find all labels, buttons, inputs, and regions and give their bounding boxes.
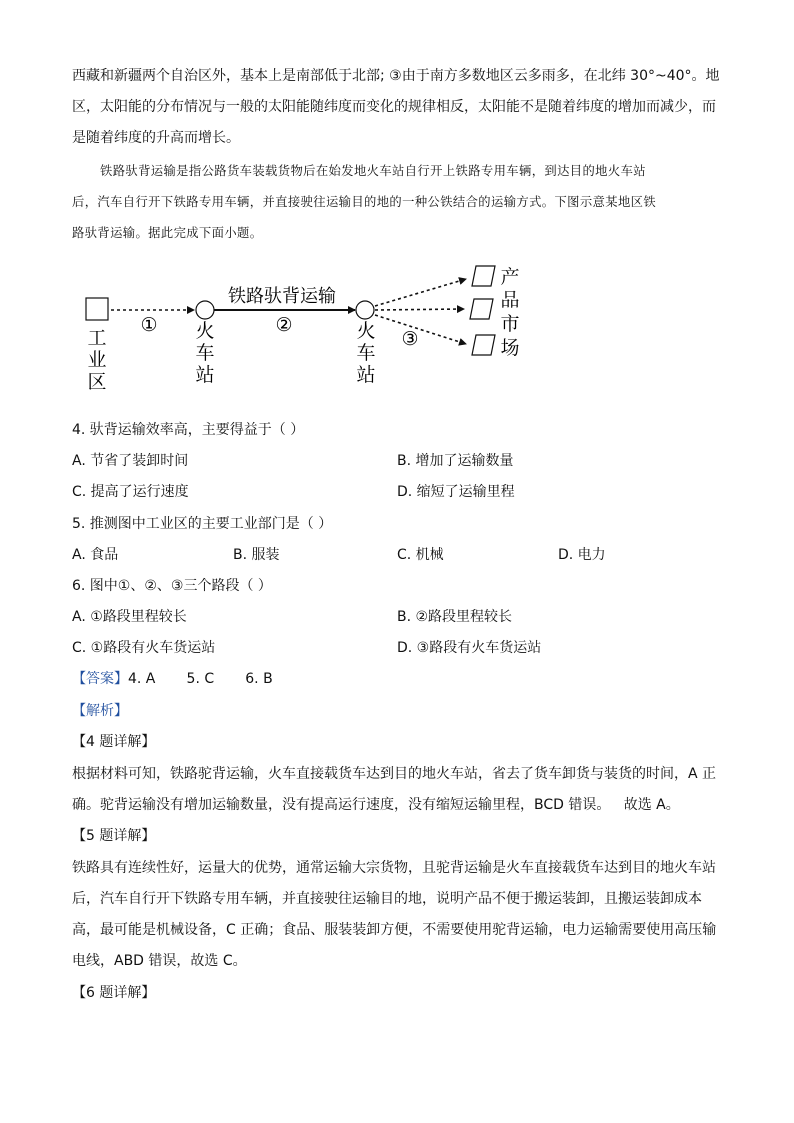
question-6-option-b: B. ②路段里程较长: [397, 609, 513, 625]
intro-line-2: 区，太阳能的分布情况与一般的太阳能随纬度而变化的规律相反，太阳能不是随着纬度的增加而减少，而: [72, 99, 716, 115]
detail-5-line-1: 铁路具有连续性好，运量大的优势，通常运输大宗货物，且驼背运输是火车直接载货车达到目的地火车站: [72, 860, 716, 876]
segment-3-arrow-upper: [375, 279, 466, 306]
rail-piggyback-diagram: [0, 255, 794, 405]
question-4-option-a: A. 节省了装卸时间: [72, 453, 189, 469]
market-box-upper: [472, 266, 495, 286]
passage-line-1: 铁路驮背运输是指公路货车装载货物后在始发地火车站自行开上铁路专用车辆，到达目的地火车站: [100, 164, 646, 178]
station-2-char-2: 车: [356, 342, 376, 364]
answer-line: [72, 669, 273, 689]
station-2-char-3: 站: [356, 364, 376, 386]
market-char-1: 产: [500, 266, 520, 288]
detail-5-line-2: 后，汽车自行开下铁路专用车辆，并直接驶往运输目的地，说明产品不便于搬运装卸，且搬运装卸成本: [72, 891, 702, 907]
detail-4-tag: 【4 题详解】: [72, 734, 156, 750]
question-5-option-a: A. 食品: [72, 547, 119, 563]
station-2-circle: [356, 301, 374, 319]
question-6-option-a: A. ①路段里程较长: [72, 609, 187, 625]
segment-3-arrow-middle: [375, 309, 464, 310]
industrial-zone-char-3: 区: [87, 371, 107, 393]
answer-text: 4. A 5. C 6. B: [128, 671, 273, 687]
intro-line-1: 西藏和新疆两个自治区外，基本上是南部低于北部; ③由于南方多数地区云多雨多，在北纬 30°~40°。地: [72, 68, 720, 84]
question-4-option-c: C. 提高了运行速度: [72, 484, 189, 500]
market-char-3: 市: [500, 313, 520, 335]
question-6-option-c: C. ①路段有火车货运站: [72, 640, 216, 656]
market-char-2: 品: [500, 289, 520, 311]
question-5-option-c: C. 机械: [397, 547, 444, 563]
segment-2-label: ②: [275, 314, 293, 336]
question-4-option-b: B. 增加了运输数量: [397, 453, 514, 469]
passage-line-3: 路驮背运输。据此完成下面小题。: [72, 226, 263, 240]
station-1-char-1: 火: [195, 320, 215, 342]
detail-5-line-3: 高，最可能是机械设备，C 正确；食品、服装装卸方便，不需要使用驼背运输，电力运输需要使用高压输: [72, 922, 717, 938]
market-box-lower: [472, 335, 495, 355]
segment-3-arrow-lower: [375, 315, 466, 344]
segment-3-label: ③: [401, 328, 419, 350]
industrial-zone-square: [86, 298, 108, 320]
detail-5-line-4: 电线，ABD 错误，故选 C。: [72, 953, 247, 969]
detail-6-tag: 【6 题详解】: [72, 985, 156, 1001]
station-1-circle: [196, 301, 214, 319]
detail-4-line-2: 确。驼背运输没有增加运输数量，没有提高运行速度，没有缩短运输里程，BCD 错误。 故选 A。: [72, 797, 680, 813]
question-5-option-d: D. 电力: [558, 547, 606, 563]
market-char-4: 场: [500, 337, 520, 359]
question-4-option-d: D. 缩短了运输里程: [397, 484, 515, 500]
station-1-char-3: 站: [195, 364, 215, 386]
passage-line-2: 后，汽车自行开下铁路专用车辆，并直接驶往运输目的地的一种公铁结合的运输方式。下图示意某地区铁: [72, 195, 657, 209]
question-4-stem: 4. 驮背运输效率高，主要得益于（ ）: [72, 422, 305, 438]
analysis-tag: 【解析】: [72, 703, 128, 719]
question-5-stem: 5. 推测图中工业区的主要工业部门是（ ）: [72, 516, 333, 532]
question-5-option-b: B. 服装: [233, 547, 280, 563]
question-6-option-d: D. ③路段有火车货运站: [397, 640, 542, 656]
market-box-middle: [470, 299, 493, 319]
detail-4-line-1: 根据材料可知，铁路驼背运输，火车直接载货车达到目的地火车站，省去了货车卸货与装货的时间，A 正: [72, 766, 717, 782]
intro-line-3: 是随着纬度的升高而增长。: [72, 130, 240, 146]
station-1-char-2: 车: [195, 342, 215, 364]
industrial-zone-char-2: 业: [87, 349, 107, 371]
station-2-char-1: 火: [356, 320, 376, 342]
answer-tag: 【答案】: [72, 671, 128, 687]
segment-1-label: ①: [140, 314, 158, 336]
rail-piggyback-label: 铁路驮背运输: [228, 286, 336, 307]
question-6-stem: 6. 图中①、②、③三个路段（ ）: [72, 578, 272, 594]
detail-5-tag: 【5 题详解】: [72, 828, 156, 844]
industrial-zone-char-1: 工: [87, 327, 107, 349]
